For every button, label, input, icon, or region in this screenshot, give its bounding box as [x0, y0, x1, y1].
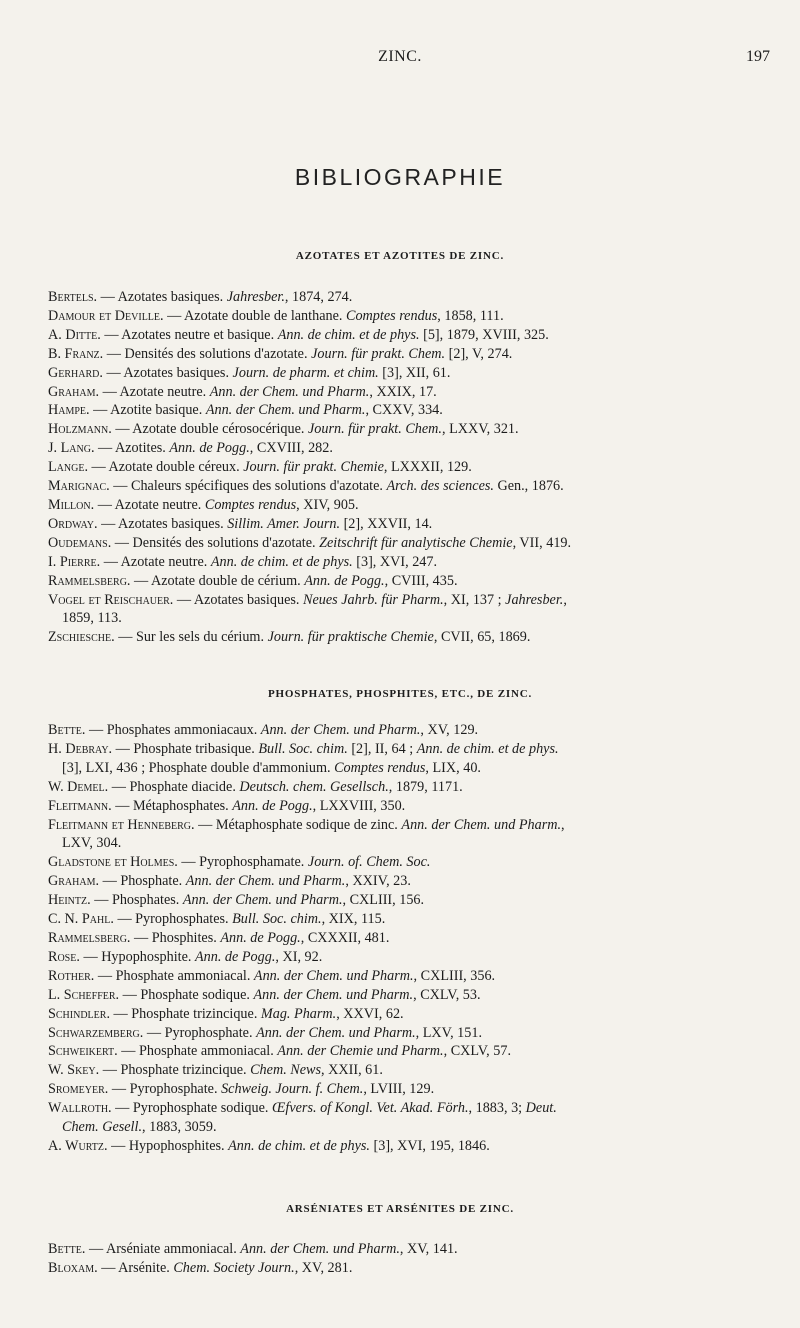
entry-text: — Métaphosphate sodique de zinc. Ann. der Chem. und Pharm., [194, 816, 565, 833]
entry-text: — Azotate neutre. Comptes rendus, XIV, 905. [94, 496, 359, 513]
bibliography-entry [48, 534, 788, 553]
bibliography-entry [48, 477, 788, 496]
bibliography-entry [48, 891, 788, 910]
entry-author: Oudemans. [48, 534, 112, 551]
entry-author: Schwarzemberg. [48, 1024, 144, 1041]
entry-text: — Métaphosphates. Ann. de Pogg., LXXVIII, 350. [111, 797, 406, 814]
entry-text: — Azotite basique. Ann. der Chem. und Pharm., CXXV, 334. [89, 402, 443, 419]
entry-text: 1859, 113. [62, 610, 122, 627]
entry-author: Wallroth. [48, 1100, 112, 1117]
entry-author: C. N. Pahl. [48, 911, 114, 928]
entry-text: — Phosphate ammoniacal. Ann. der Chem. und Pharm., CXLIII, 356. [94, 967, 496, 984]
page-number: 197 [746, 48, 770, 65]
entry-text: — Azotate double céreux. Journ. für prakt. Chemie, LXXXII, 129. [88, 459, 472, 476]
bibliography-entry [48, 778, 788, 797]
entry-author: Graham. [48, 873, 100, 890]
bibliography-entry [48, 326, 788, 345]
entry-text: — Azotate neutre. Ann. der Chem. und Pharm., XXIX, 17. [99, 383, 437, 400]
entry-text: — Azotate neutre. Ann. de chim. et de phys. [3], XVI, 247. [100, 553, 438, 570]
entry-author: Millon. [48, 496, 95, 513]
entry-text: — Densités des solutions d'azotate. Zeitschrift für analytische Chemie, VII, 419. [111, 534, 572, 551]
entry-author: W. Demel. [48, 778, 109, 795]
entry-author: A. Ditte. [48, 326, 101, 343]
entry-text: — Azotates basiques. Jahresber., 1874, 274. [97, 289, 353, 305]
bibliography-entry [48, 948, 788, 967]
entry-author: Fleitmann et Henneberg. [48, 816, 195, 833]
bibliography-entry [48, 1240, 788, 1259]
entry-author: Damour et Deville. [48, 307, 164, 324]
bibliography-entry [48, 383, 788, 402]
entry-author: Bette. [48, 1241, 86, 1257]
entry-author: Zschiesche. [48, 629, 115, 646]
entry-author: Schindler. [48, 1005, 110, 1022]
entry-text: — Azotate double de cérium. Ann. de Pogg., CVIII, 435. [130, 572, 458, 589]
entry-text: — Phosphate sodique. Ann. der Chem. und Pharm., CXLV, 53. [119, 986, 481, 1003]
entry-author: Fleitmann. [48, 797, 112, 814]
bibliography-entry [48, 910, 788, 929]
entry-author: Sromeyer. [48, 1081, 109, 1098]
entry-text: — Azotate double de lanthane. Comptes rendus, 1858, 111. [163, 307, 504, 324]
section-heading-arseniates: ARSÉNIATES ET ARSÉNITES DE ZINC. [286, 1203, 514, 1215]
bibliography-entry [48, 288, 788, 307]
entry-author: Graham. [48, 383, 100, 400]
entry-text: — Pyrophosphamate. Journ. of. Chem. Soc. [177, 854, 431, 871]
bibliography-entry [48, 496, 788, 515]
entry-author: Bertels. [48, 289, 98, 305]
bibliography-entry [48, 628, 788, 647]
bibliography-entry [48, 1005, 788, 1024]
bibliography-entry [48, 572, 788, 591]
entry-author: Hampe. [48, 402, 90, 419]
bibliography-entry [48, 740, 788, 778]
bibliography-entry [48, 797, 788, 816]
bibliography-entry [48, 345, 788, 364]
bibliography-entry [48, 872, 788, 891]
bibliography-entry [48, 401, 788, 420]
entry-author: I. Pierre. [48, 553, 101, 570]
entry-author: L. Scheffer. [48, 986, 120, 1003]
entry-text: — Hypophosphites. Ann. de chim. et de phys. [3], XVI, 195, 1846. [107, 1137, 490, 1154]
entry-author: Bette. [48, 722, 86, 738]
page-title: BIBLIOGRAPHIE [294, 164, 506, 190]
bibliography-entry [48, 967, 788, 986]
bibliography-entry [48, 1042, 788, 1061]
entry-author: W. Skey. [48, 1062, 100, 1079]
entry-text: — Arsénite. Chem. Society Journ., XV, 281. [97, 1259, 353, 1276]
running-title: ZINC. [378, 48, 422, 65]
bibliography-entry [48, 1259, 788, 1278]
entry-author: Gladstone et Holmes. [48, 854, 178, 871]
entry-author: A. Wurtz. [48, 1137, 108, 1154]
bibliography-entry [48, 1024, 788, 1043]
entry-text: — Phosphate. Ann. der Chem. und Pharm., XXIV, 23. [99, 873, 411, 890]
entry-text: — Phosphate trizincique. Mag. Pharm., XXVI, 62. [110, 1005, 404, 1022]
bibliography-entry [48, 591, 788, 629]
entry-text: — Pyrophosphates. Bull. Soc. chim., XIX, 115. [113, 911, 386, 928]
bibliography-entry [48, 853, 788, 872]
bibliography-entry [48, 1099, 788, 1137]
entry-text: — Azotates neutre et basique. Ann. de chim. et de phys. [5], 1879, XVIII, 325. [100, 326, 549, 343]
entry-text: — Phosphate tribasique. Bull. Soc. chim. [2], II, 64 ; Ann. de chim. et de phys. [112, 740, 559, 757]
entry-text: LXV, 304. [62, 835, 122, 852]
entry-author: Holzmann. [48, 421, 112, 438]
bibliography-entry [48, 515, 788, 534]
entry-text: — Densités des solutions d'azotate. Journ. für prakt. Chem. [2], V, 274. [103, 345, 513, 362]
bibliography-entry [48, 816, 788, 854]
entry-text: — Phosphate trizincique. Chem. News, XXII, 61. [99, 1062, 383, 1079]
bibliography-entry [48, 929, 788, 948]
entry-text: — Pyrophosphate sodique. Œfvers. of Kongl. Vet. Akad. Förh., 1883, 3; Deut. [111, 1100, 557, 1117]
bibliography-list-azotates [48, 288, 788, 647]
bibliography-entry [48, 721, 788, 740]
bibliography-list-phosphates [48, 721, 788, 1156]
entry-text: Chem. Gesell., 1883, 3059. [62, 1119, 217, 1136]
entry-text: — Sur les sels du cérium. Journ. für praktische Chemie, CVII, 65, 1869. [114, 629, 531, 646]
bibliography-entry [48, 1080, 788, 1099]
entry-author: Schweikert. [48, 1043, 118, 1060]
entry-author: Bloxam. [48, 1259, 98, 1276]
entry-text: [3], LXI, 436 ; Phosphate double d'ammonium. Comptes rendus, LIX, 40. [62, 759, 481, 776]
entry-author: Vogel et Reischauer. [48, 591, 174, 608]
entry-text: — Azotates basiques. Neues Jahrb. für Pharm., XI, 137 ; Jahresber., [173, 591, 567, 608]
bibliography-entry [48, 307, 788, 326]
entry-author: Gerhard. [48, 364, 103, 381]
bibliography-list-arseniates [48, 1240, 788, 1278]
entry-text: — Phosphate ammoniacal. Ann. der Chemie und Pharm., CXLV, 57. [117, 1043, 512, 1060]
entry-author: Rammelsberg. [48, 929, 131, 946]
bibliography-entry [48, 1061, 788, 1080]
entry-text: — Phosphates ammoniacaux. Ann. der Chem. und Pharm., XV, 129. [85, 722, 479, 738]
entry-author: Rother. [48, 967, 95, 984]
bibliography-entry [48, 439, 788, 458]
entry-text: — Phosphates. Ann. der Chem. und Pharm., CXLIII, 156. [90, 892, 425, 909]
entry-text: — Azotate double cérosocérique. Journ. für prakt. Chem., LXXV, 321. [111, 421, 519, 438]
entry-author: H. Debray. [48, 740, 113, 757]
bibliography-entry [48, 458, 788, 477]
bibliography-entry [48, 420, 788, 439]
entry-text: — Chaleurs spécifiques des solutions d'azotate. Arch. des sciences. Gen., 1876. [109, 478, 564, 495]
section-heading-phosphates: PHOSPHATES, PHOSPHITES, ETC., DE ZINC. [268, 688, 532, 700]
bibliography-entry [48, 364, 788, 383]
entry-text: — Phosphate diacide. Deutsch. chem. Gesellsch., 1879, 1171. [108, 778, 463, 795]
entry-text: — Pyrophosphate. Schweig. Journ. f. Chem., LVIII, 129. [108, 1081, 435, 1098]
entry-author: Rammelsberg. [48, 572, 131, 589]
entry-author: J. Lang. [48, 440, 95, 457]
entry-author: Rose. [48, 948, 80, 965]
entry-author: Lange. [48, 459, 88, 476]
entry-text: — Azotates basiques. Sillim. Amer. Journ. [2], XXVII, 14. [97, 515, 433, 532]
entry-text: — Phosphites. Ann. de Pogg., CXXXII, 481. [130, 929, 390, 946]
entry-text: — Hypophosphite. Ann. de Pogg., XI, 92. [79, 948, 323, 965]
entry-author: Ordway. [48, 515, 98, 532]
entry-text: — Azotates basiques. Journ. de pharm. et chim. [3], XII, 61. [102, 364, 451, 381]
bibliography-entry [48, 553, 788, 572]
entry-text: — Arséniate ammoniacal. Ann. der Chem. und Pharm., XV, 141. [85, 1241, 458, 1257]
section-heading-azotates: AZOTATES ET AZOTITES DE ZINC. [295, 250, 505, 262]
bibliography-entry [48, 986, 788, 1005]
entry-author: Marignac. [48, 478, 110, 495]
bibliography-entry [48, 1137, 788, 1156]
entry-text: — Azotites. Ann. de Pogg., CXVIII, 282. [94, 440, 333, 457]
entry-author: Heintz. [48, 892, 91, 909]
entry-text: — Pyrophosphate. Ann. der Chem. und Pharm., LXV, 151. [143, 1024, 483, 1041]
entry-author: B. Franz. [48, 345, 104, 362]
